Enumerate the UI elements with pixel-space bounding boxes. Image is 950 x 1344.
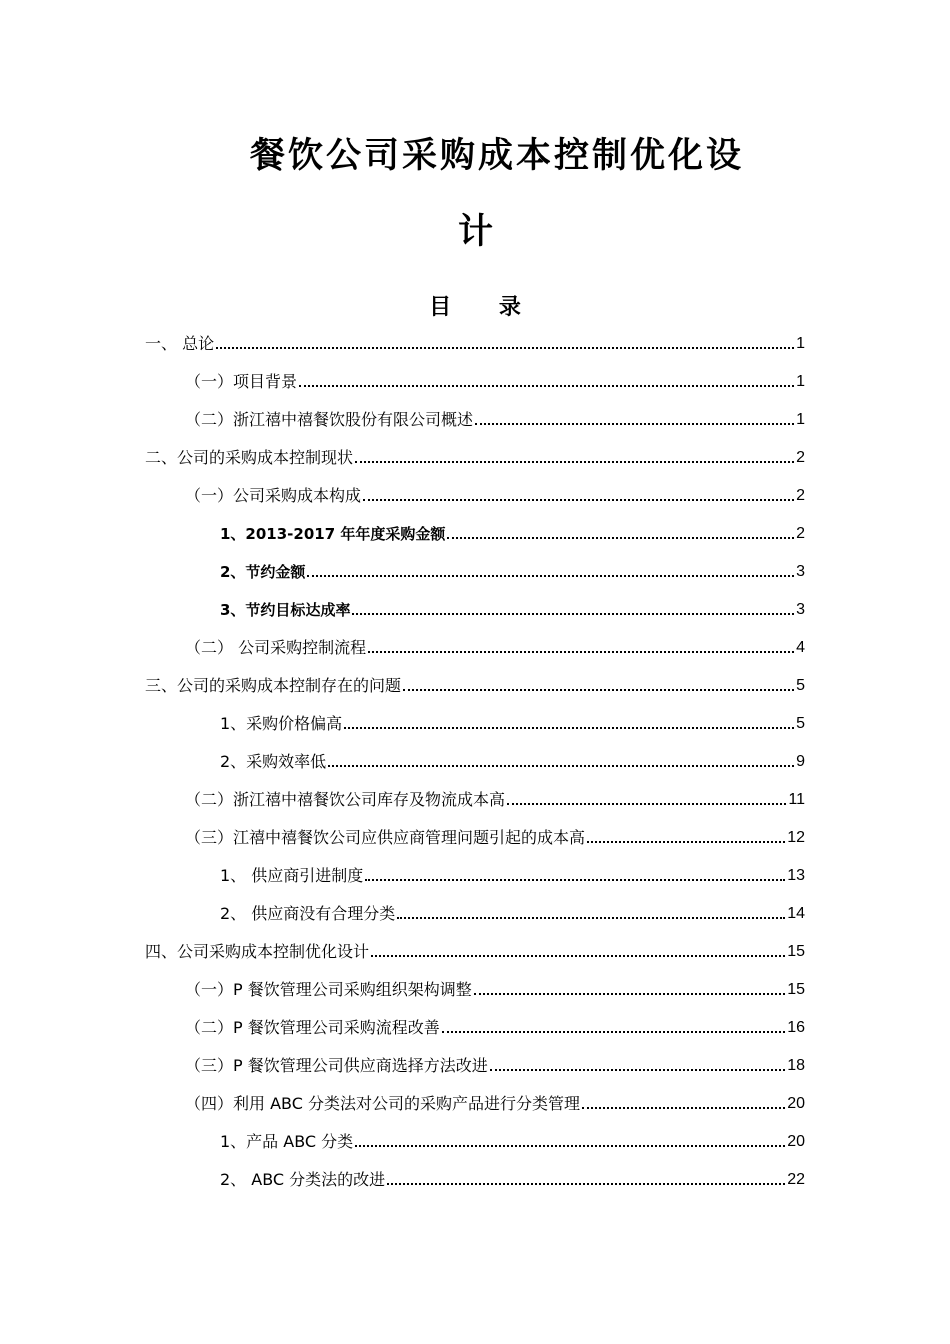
toc-leader-dots (328, 765, 794, 767)
toc-entry-page: 3 (796, 563, 805, 580)
toc-entry[interactable] (185, 1090, 805, 1114)
toc-entry-label: 一、 总论 (145, 334, 215, 353)
toc-entry-page: 5 (796, 677, 805, 694)
toc-entry[interactable] (220, 558, 805, 582)
toc-entry-label: （三）江禧中禧餐饮公司应供应商管理问题引起的成本高 (185, 828, 586, 847)
toc-entry[interactable] (185, 1052, 805, 1076)
toc-entry[interactable] (145, 330, 805, 354)
toc-leader-dots (371, 955, 785, 957)
toc-entry-page: 2 (796, 449, 805, 466)
toc-heading: 目 录 (429, 295, 541, 320)
toc-leader-dots (475, 423, 794, 425)
toc-entry[interactable] (220, 1128, 805, 1152)
toc-entry-label: 1、产品 ABC 分类 (220, 1132, 354, 1151)
toc-entry-page: 15 (787, 943, 805, 960)
toc-entry-label: 2、采购效率低 (220, 752, 327, 771)
toc-entry-page: 4 (796, 639, 805, 656)
toc-entry-page: 9 (796, 753, 805, 770)
toc-entry[interactable] (220, 710, 805, 734)
toc-leader-dots (365, 879, 785, 881)
toc-entry-label: 1、 供应商引进制度 (220, 866, 364, 885)
toc-entry-label: （二） 公司采购控制流程 (185, 638, 367, 657)
toc-entry[interactable] (220, 900, 805, 924)
toc-entry-label: 2、 ABC 分类法的改进 (220, 1170, 386, 1189)
toc-entry[interactable] (185, 406, 805, 430)
toc-entry-label: （三）P 餐饮管理公司供应商选择方法改进 (185, 1056, 488, 1075)
toc-leader-dots (368, 651, 794, 653)
toc-entry-label: 四、公司采购成本控制优化设计 (145, 942, 370, 961)
toc-entry[interactable] (185, 976, 805, 1000)
toc-entry-page: 1 (796, 411, 805, 428)
toc-entry[interactable] (185, 824, 805, 848)
toc-entry[interactable] (220, 748, 805, 772)
toc-entry-label: （二）浙江禧中禧餐饮股份有限公司概述 (185, 410, 474, 429)
toc-entry-label: 1、采购价格偏高 (220, 714, 343, 733)
toc-entry-label: 3、节约目标达成率 (220, 601, 351, 619)
toc-leader-dots (447, 537, 794, 539)
toc-entry-page: 5 (796, 715, 805, 732)
toc-entry-page: 14 (787, 905, 805, 922)
toc-leader-dots (307, 575, 794, 577)
toc-entry-label: （二）P 餐饮管理公司采购流程改善 (185, 1018, 440, 1037)
toc-entry-page: 13 (787, 867, 805, 884)
toc-leader-dots (299, 385, 794, 387)
toc-leader-dots (355, 461, 794, 463)
toc-leader-dots (507, 803, 786, 805)
toc-entry-page: 15 (787, 981, 805, 998)
toc-leader-dots (363, 499, 794, 501)
toc-leader-dots (582, 1107, 785, 1109)
toc-entry-page: 11 (788, 791, 805, 808)
toc-entry-label: （二）浙江禧中禧餐饮公司库存及物流成本高 (185, 790, 506, 809)
toc-entry[interactable] (145, 444, 805, 468)
toc-entry-page: 12 (787, 829, 805, 846)
toc-entry-label: （四）利用 ABC 分类法对公司的采购产品进行分类管理 (185, 1094, 580, 1113)
toc-entry-label: 2、节约金额 (220, 563, 306, 581)
toc-entry-label: 三、公司的采购成本控制存在的问题 (145, 676, 402, 695)
toc-entry[interactable] (220, 520, 805, 544)
toc-entry[interactable] (185, 634, 805, 658)
toc-leader-dots (344, 727, 794, 729)
toc-entry-label: 1、2013-2017 年年度采购金额 (220, 525, 446, 543)
toc-leader-dots (442, 1031, 785, 1033)
toc-entry-page: 3 (796, 601, 805, 618)
toc-leader-dots (587, 841, 785, 843)
toc-entry[interactable] (185, 482, 805, 506)
toc-entry-page: 16 (787, 1019, 805, 1036)
toc-entry-page: 2 (796, 525, 805, 542)
toc-entry[interactable] (220, 1166, 805, 1190)
toc-leader-dots (387, 1183, 785, 1185)
toc-leader-dots (352, 613, 794, 615)
toc-entry-page: 20 (787, 1095, 805, 1112)
toc-entry[interactable] (220, 596, 805, 620)
document-title-line1: 餐饮公司采购成本控制优化设 (250, 135, 745, 176)
toc-entry[interactable] (145, 938, 805, 962)
toc-leader-dots (216, 347, 794, 349)
document-title-line2: 计 (458, 211, 494, 252)
toc-entry-page: 22 (787, 1171, 805, 1188)
toc-entry-page: 2 (796, 487, 805, 504)
toc-leader-dots (474, 993, 785, 995)
toc-entry[interactable] (145, 672, 805, 696)
toc-entry[interactable] (185, 1014, 805, 1038)
toc-leader-dots (490, 1069, 785, 1071)
toc-leader-dots (403, 689, 794, 691)
toc-entry-label: 2、 供应商没有合理分类 (220, 904, 396, 923)
toc-entry-label: （一）P 餐饮管理公司采购组织架构调整 (185, 980, 472, 999)
toc-entry-label: （一）公司采购成本构成 (185, 486, 362, 505)
toc-entry-page: 20 (787, 1133, 805, 1150)
toc-entry[interactable] (220, 862, 805, 886)
toc-entry-label: 二、公司的采购成本控制现状 (145, 448, 354, 467)
toc-entry-page: 18 (787, 1057, 805, 1074)
toc-entry[interactable] (185, 786, 805, 810)
toc-entry[interactable] (185, 368, 805, 392)
toc-entry-page: 1 (796, 335, 805, 352)
toc-leader-dots (355, 1145, 785, 1147)
toc-entry-page: 1 (796, 373, 805, 390)
toc-entry-label: （一）项目背景 (185, 372, 298, 391)
toc-leader-dots (397, 917, 785, 919)
